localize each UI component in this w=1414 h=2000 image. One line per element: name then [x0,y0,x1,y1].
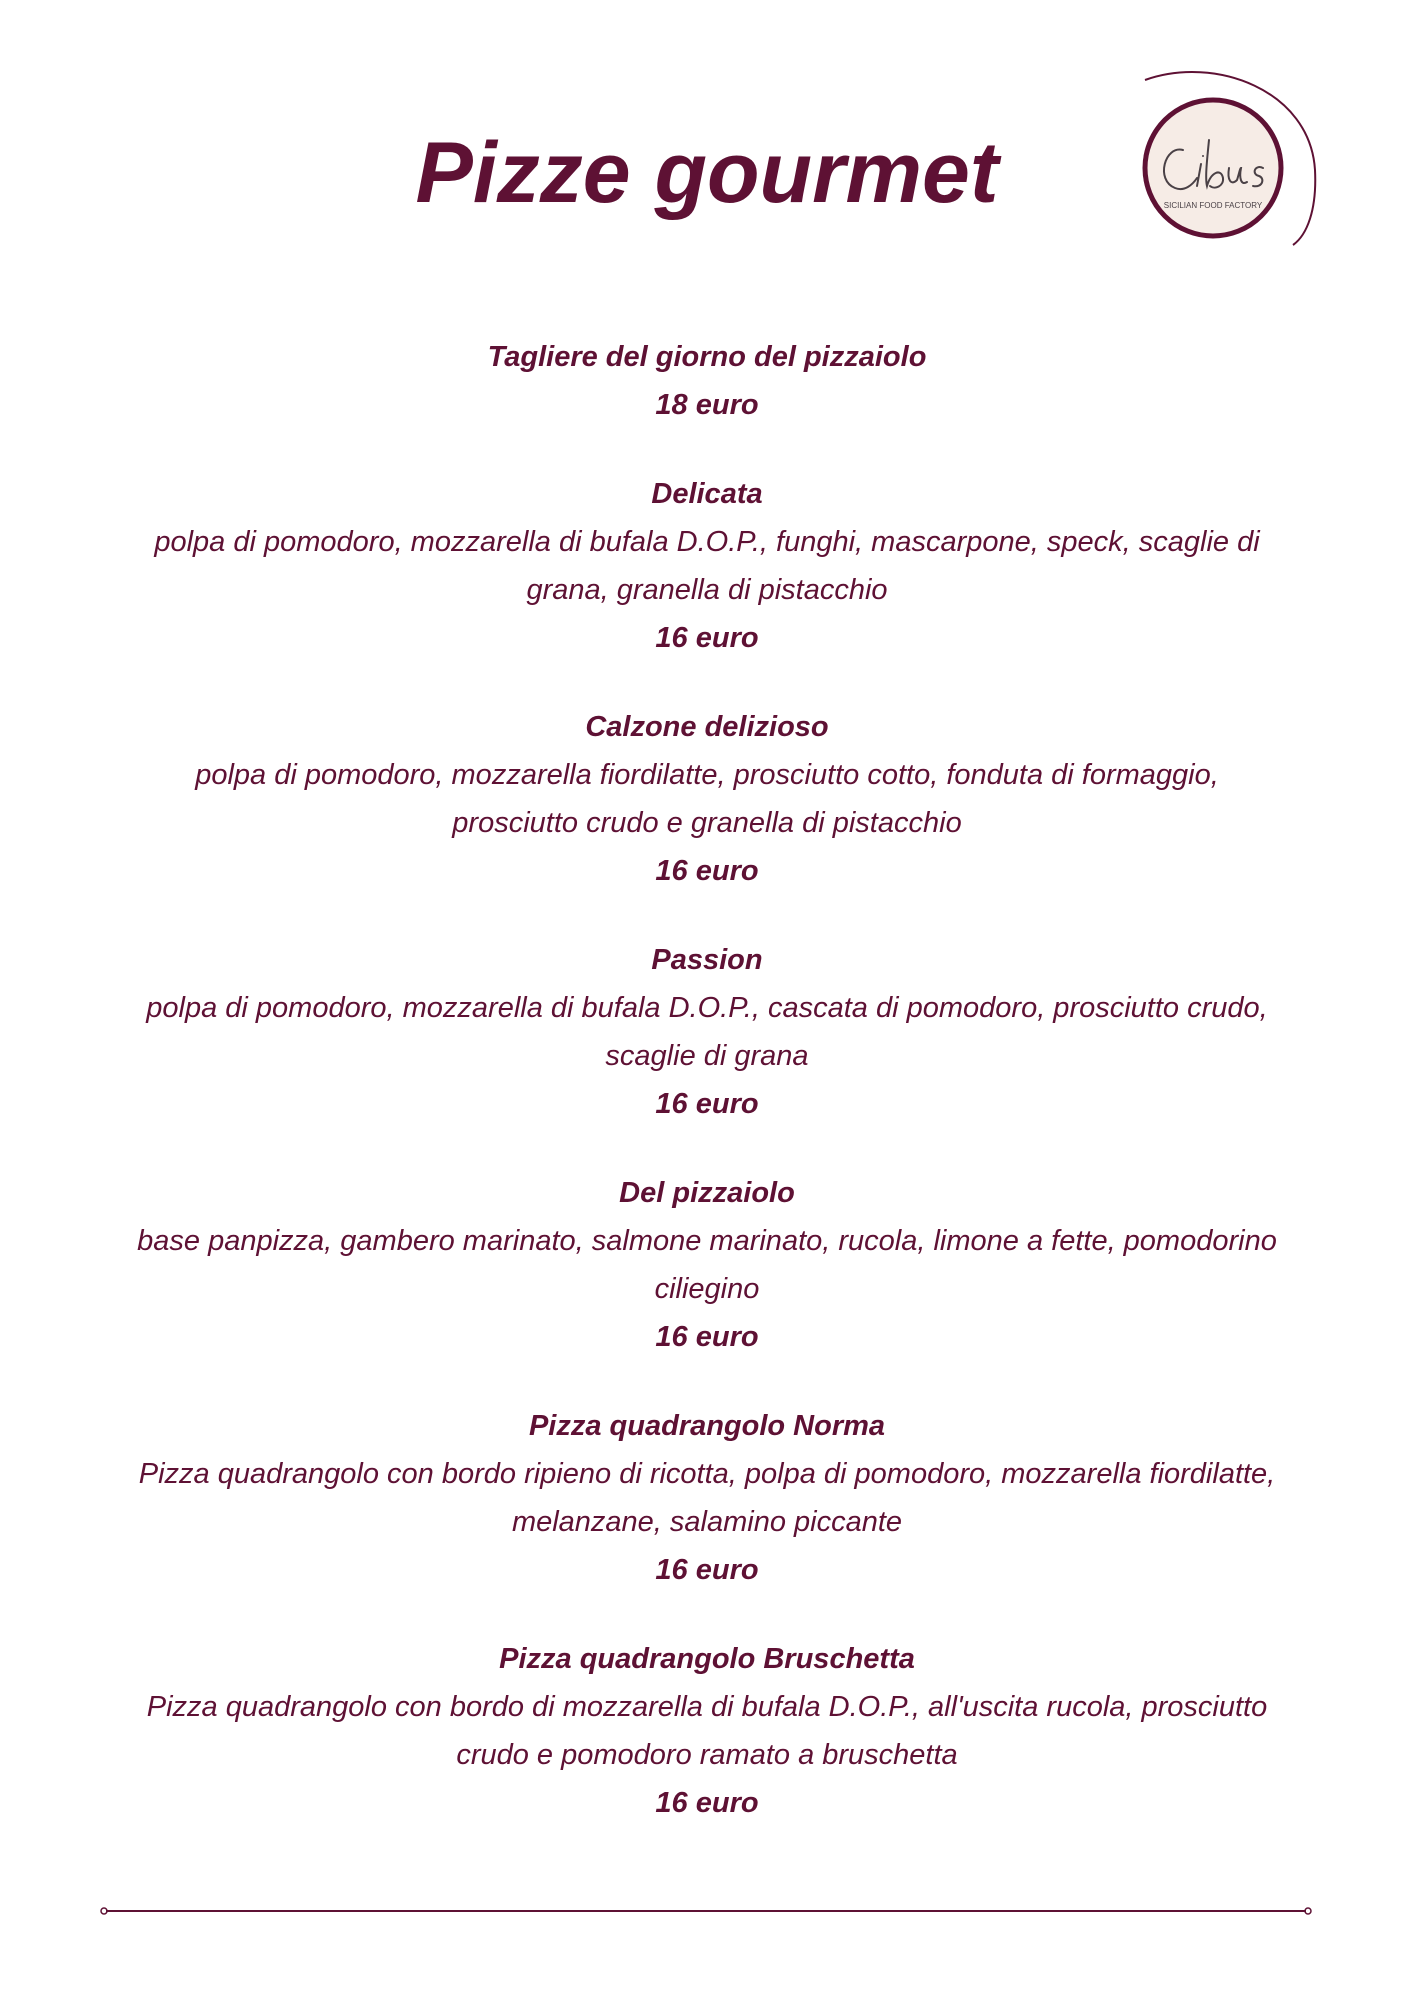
footer-divider [100,1906,1312,1916]
menu-item-description: Pizza quadrangolo con bordo ripieno di ricotta, polpa di pomodoro, mozzarella fiordilatte, melanzane, salamino piccante [138,1458,1276,1538]
menu-item-price: 16 euro [655,622,759,654]
menu-item-description: base panpizza, gambero marinato, salmone marinato, rucola, limone a fette, pomodorino ciliegino [137,1225,1277,1305]
menu-item-price: 16 euro [655,855,759,887]
menu-item [100,1635,1314,1827]
menu-item-price: 16 euro [655,1088,759,1120]
menu-item-name: Pizza quadrangolo Bruschetta [499,1643,915,1675]
menu-item-price: 16 euro [655,1321,759,1353]
logo-tagline: SICILIAN FOOD FACTORY [1163,201,1263,210]
menu-item-name: Passion [651,944,763,976]
menu-item-price: 16 euro [655,1787,759,1819]
menu-item-price: 18 euro [655,389,759,421]
menu-item [100,1169,1314,1361]
menu-item-name: Pizza quadrangolo Norma [528,1410,886,1442]
menu-item [100,1402,1314,1594]
menu-item-name: Tagliere del giorno del pizzaiolo [487,341,927,373]
menu-item-name: Delicata [651,478,763,510]
menu-item-price: 16 euro [655,1554,759,1586]
menu-list [100,333,1314,1868]
menu-item-description: Pizza quadrangolo con bordo di mozzarella di bufala D.O.P., all'uscita rucola, prosciutto crudo e pomodoro ramato a bruschetta [146,1691,1268,1771]
menu-item [100,936,1314,1128]
menu-item-description: polpa di pomodoro, mozzarella di bufala D.O.P., funghi, mascarpone, speck, scaglie di grana, granella di pistacchio [154,526,1260,606]
menu-item [100,333,1314,429]
menu-item-description: polpa di pomodoro, mozzarella di bufala D.O.P., cascata di pomodoro, prosciutto crudo, scaglie di grana [146,992,1268,1072]
cibus-logo [1125,60,1325,250]
menu-item-description: polpa di pomodoro, mozzarella fiordilatte, prosciutto cotto, fonduta di formaggio, prosciutto crudo e granella di pistacchio [195,759,1219,839]
menu-item [100,470,1314,662]
menu-item [100,703,1314,895]
menu-item-name: Del pizzaiolo [619,1177,795,1209]
menu-item-name: Calzone delizioso [585,711,829,743]
page-title: Pizze gourmet [415,125,999,221]
